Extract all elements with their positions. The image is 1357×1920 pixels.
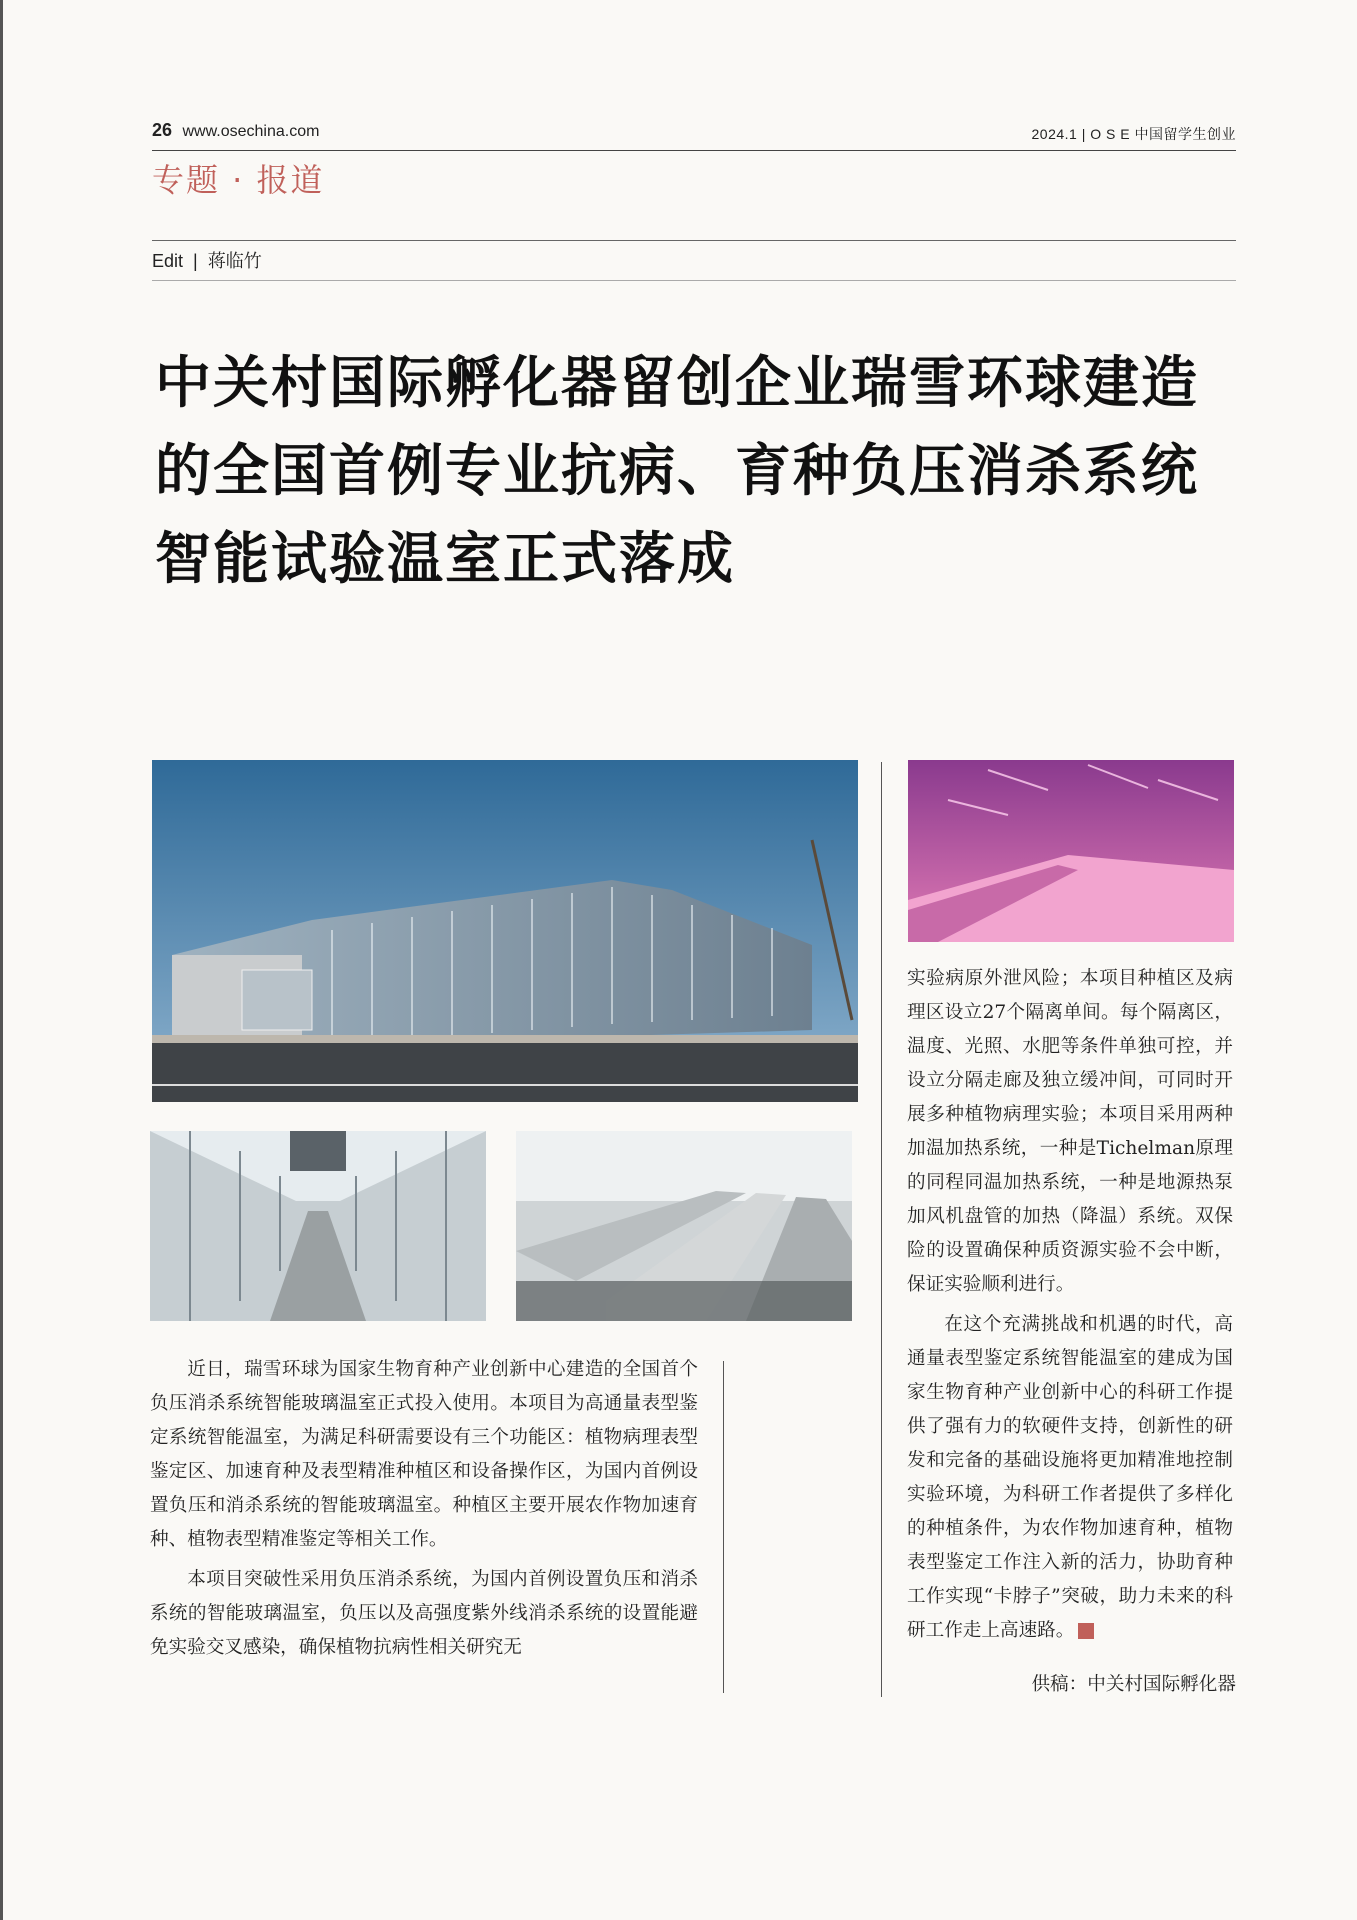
greenhouse-exterior-photo — [152, 760, 858, 1102]
header-divider — [152, 150, 1236, 151]
article-body-right — [907, 962, 1233, 1648]
led-growth-room-photo — [908, 760, 1234, 942]
article-body-left — [150, 1353, 698, 1665]
greenhouse-corridor-photo — [150, 1131, 486, 1321]
editor-label: Edit — [152, 251, 184, 271]
page-header-right: 2024.1 | O S E 中国留学生创业 — [1031, 126, 1236, 142]
greenhouse-benches-photo — [516, 1131, 852, 1321]
magazine-name: O S E 中国留学生创业 — [1090, 126, 1236, 142]
column-divider-right — [881, 762, 882, 1697]
scan-edge — [0, 0, 3, 1920]
website: www.osechina.com — [182, 123, 320, 140]
column-divider-left — [723, 1361, 724, 1693]
editor-divider — [152, 280, 1236, 281]
page-header-left — [152, 120, 319, 141]
section-divider — [152, 240, 1236, 241]
end-mark-icon — [1078, 1623, 1094, 1639]
paragraph: 近日，瑞雪环球为国家生物育种产业创新中心建造的全国首个负压消杀系统智能玻璃温室正式投入使用。本项目为高通量表型鉴定系统智能温室，为满足科研需要设有三个功能区：植物病理表型鉴定区、加速育种及表型精准种植区和设备操作区，为国内首例设置负压和消杀系统的智能玻璃温室。种植区主要开展农作物加速育种、植物表型精准鉴定等相关工作。 — [150, 1359, 698, 1550]
editor-line: Edit | 蒋临竹 — [152, 251, 262, 271]
issue-date: 2024.1 — [1031, 126, 1078, 142]
editor-name: 蒋临竹 — [207, 251, 262, 271]
section-title: 专题 · 报道 — [152, 161, 325, 199]
paragraph: 实验病原外泄风险；本项目种植区及病理区设立27个隔离单间。每个隔离区，温度、光照、水肥等条件单独可控，并设立分隔走廊及独立缓冲间，可同时开展多种植物病理实验；本项目采用两种加温加热系统，一种是Tichelman原理的同程同温加热系统，一种是地源热泵加风机盘管的加热（降温）系统。双保险的设置确保种质资源实验不会中断，保证实验顺利进行。 — [907, 968, 1233, 1295]
article-headline: 中关村国际孵化器留创企业瑞雪环球建造的全国首例专业抗病、育种负压消杀系统智能试验温室正式落成 — [155, 351, 1199, 592]
page-number: 26 — [152, 120, 173, 140]
paragraph: 本项目突破性采用负压消杀系统，为国内首例设置负压和消杀系统的智能玻璃温室，负压以及高强度紫外线消杀系统的设置能避免实验交叉感染，确保植物抗病性相关研究无 — [150, 1569, 698, 1658]
paragraph: 在这个充满挑战和机遇的时代，高通量表型鉴定系统智能温室的建成为国家生物育种产业创新中心的科研工作提供了强有力的软硬件支持，创新性的研发和完备的基础设施将更加精准地控制实验环境，为科研工作者提供了多样化的种植条件，为农作物加速育种，植物表型鉴定工作注入新的活力，协助育种工作实现“卡脖子”突破，助力未来的科研工作走上高速路。 — [907, 1314, 1233, 1641]
article-credit: 供稿：中关村国际孵化器 — [1031, 1674, 1236, 1695]
